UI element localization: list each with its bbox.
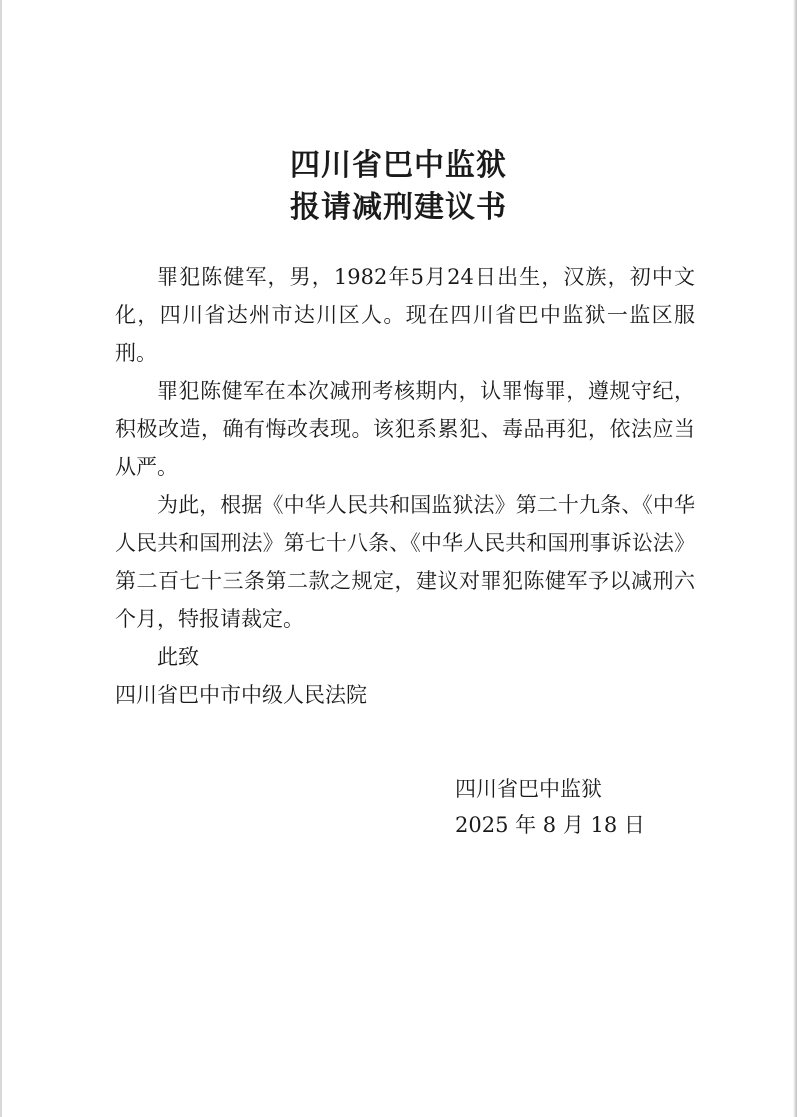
recipient-court: 四川省巴中市中级人民法院 (115, 683, 367, 707)
paragraph-inmate-info: 罪犯陈健军，男，1982年5月24日出生，汉族，初中文化，四川省达州市达川区人。现在四川省巴中监狱一监区服刑。 (115, 265, 695, 365)
signature-org: 四川省巴中监狱 (455, 777, 602, 801)
signature-date: 2025 年 8 月 18 日 (455, 813, 645, 837)
salutation: 此致 (157, 645, 199, 669)
paragraph-assessment: 罪犯陈健军在本次减刑考核期内，认罪悔罪，遵规守纪，积极改造，确有悔改表现。该犯系累犯、毒品再犯，依法应当从严。 (115, 379, 695, 479)
document-title-type: 报请减刑建议书 (290, 190, 507, 225)
document-body (115, 258, 695, 714)
document-title-org: 四川省巴中监狱 (290, 148, 507, 183)
paragraph-legal-basis: 为此，根据《中华人民共和国监狱法》第二十九条、《中华人民共和国刑法》第七十八条、《中华人民共和国刑事诉讼法》第二百七十三条第二款之规定，建议对罪犯陈健军予以减刑六个月，特报请裁定。 (115, 493, 695, 631)
